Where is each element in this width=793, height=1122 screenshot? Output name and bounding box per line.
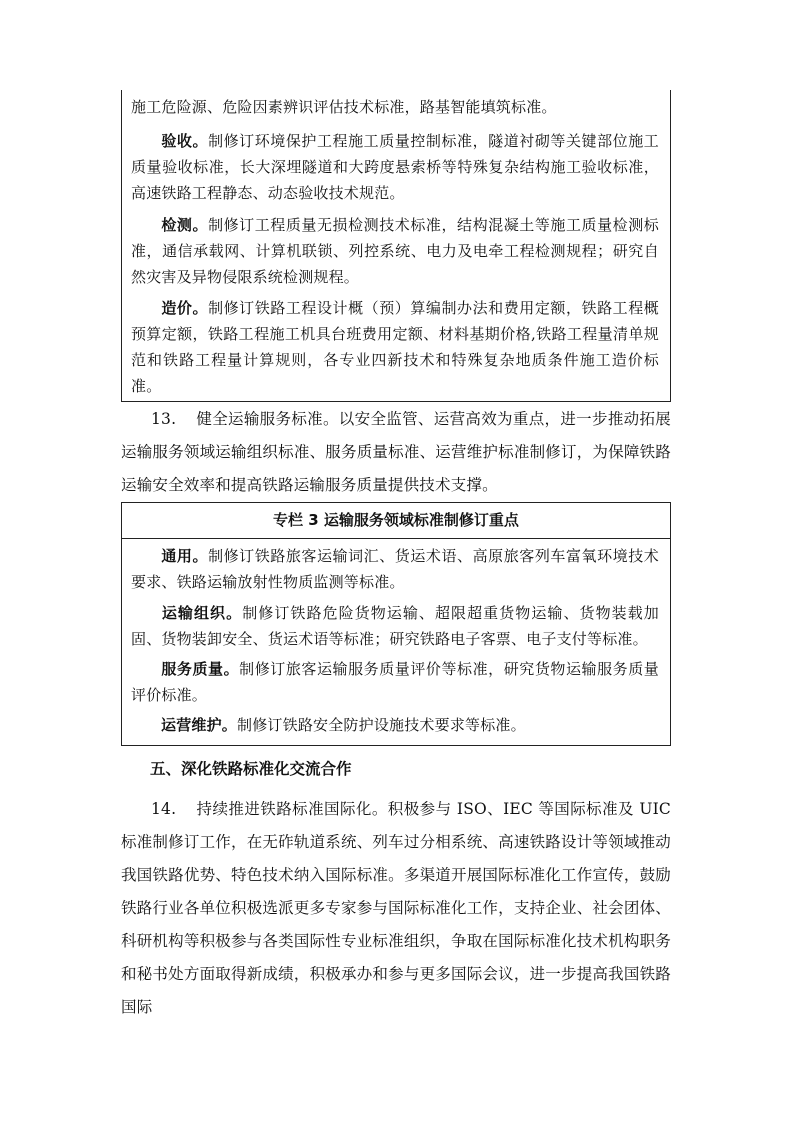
item-text: 制修订工程质量无损检测技术标准，结构混凝土等施工质量检测标准，通信承载网、计算机联锁、列控系统、电力及电牵工程检测规程；研究自然灾害及异物侵限系统检测规程。 (131, 216, 659, 286)
paragraph-number: 14. (151, 800, 177, 818)
item-keyword: 运营维护。 (161, 716, 238, 734)
column-box-3 (121, 502, 671, 746)
item-text: 制修订铁路危险货物运输、超限超重货物运输、货物装载加固、货物装卸安全、货运术语等标准；研究铁路电子客票、电子支付等标准。 (131, 604, 659, 648)
paragraph-text: 持续推进铁路标准国际化。积极参与 ISO、IEC 等国际标准及 UIC 标准制修订工作，在无砟轨道系统、列车过分相系统、高速铁路设计等领域推动我国铁路优势、特色技术纳入国际标准。多渠道开展国际标准化工作宣传，鼓励铁路行业各单位积极选派更多专家参与国际标准化工作，支持企业、社会团体、科研机构等积极参与各类国际性专业标准组织，争取在国际标准化技术机构职务和秘书处方面取得新成绩，积极承办和参与更多国际会议，进一步提高我国铁路国际 (121, 800, 671, 1016)
item-text: 制修订铁路安全防护设施技术要求等标准。 (237, 716, 526, 734)
paragraph-number: 13. (151, 410, 177, 428)
box-item-transport-org (131, 600, 659, 652)
item-text: 制修订铁路工程设计概（预）算编制办法和费用定额，铁路工程概预算定额，铁路工程施工机具台班费用定额、材料基期价格,铁路工程量清单规范和铁路工程量计算规则，各专业四新技术和特殊复杂地质条件施工造价标准。 (131, 299, 659, 395)
item-keyword: 运输组织。 (161, 604, 243, 622)
column-box-construction (121, 90, 671, 402)
box-item-inspection (131, 212, 659, 290)
box-continued-line (131, 94, 659, 120)
paragraph-13 (121, 403, 671, 502)
item-text: 制修订旅客运输服务质量评价等标准，研究货物运输服务质量评价标准。 (131, 660, 659, 704)
item-text: 制修订铁路旅客运输词汇、货运术语、高原旅客列车富氧环境技术要求、铁路运输放射性物质监测等标准。 (131, 547, 659, 591)
item-keyword: 验收。 (161, 132, 209, 150)
box-3-title: 专栏 3 运输服务领域标准制修订重点 (122, 503, 670, 539)
box-item-service-quality (131, 656, 659, 708)
box-item-acceptance (131, 128, 659, 206)
box-item-maintenance (131, 712, 659, 738)
box-item-cost (131, 295, 659, 399)
paragraph-14 (121, 793, 671, 1024)
item-keyword: 通用。 (161, 547, 209, 565)
section-heading-5: 五、深化铁路标准化交流合作 (150, 760, 352, 778)
item-keyword: 检测。 (161, 216, 209, 234)
item-keyword: 造价。 (161, 299, 209, 317)
item-keyword: 服务质量。 (161, 660, 240, 678)
box-item-general (131, 543, 659, 595)
item-text: 制修订环境保护工程施工质量控制标准，隧道衬砌等关键部位施工质量验收标准，长大深埋隧道和大跨度悬索桥等特殊复杂结构施工验收标准，高速铁路工程静态、动态验收技术规范。 (131, 132, 659, 202)
continued-line-text: 施工危险源、危险因素辨识评估技术标准，路基智能填筑标准。 (131, 98, 557, 116)
paragraph-text: 健全运输服务标准。以安全监管、运营高效为重点，进一步推动拓展运输服务领域运输组织标准、服务质量标准、运营维护标准制修订，为保障铁路运输安全效率和提高铁路运输服务质量提供技术支撑。 (121, 410, 671, 494)
